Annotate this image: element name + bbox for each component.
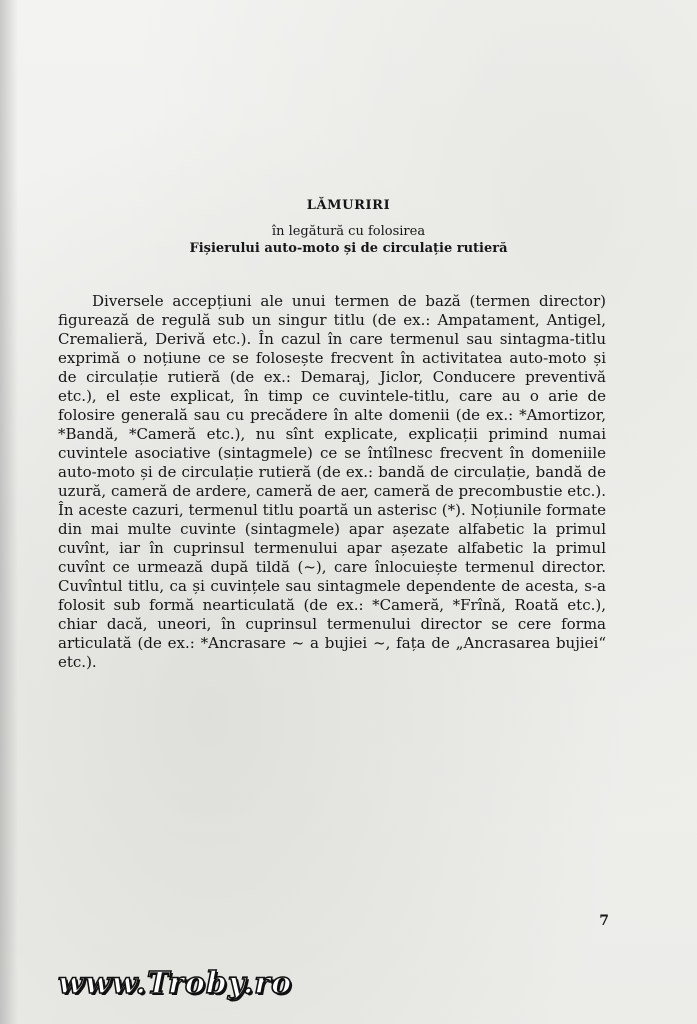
page-subtitle: în legătură cu folosirea xyxy=(271,224,426,239)
page-subtitle-bold: Fișierului auto-moto și de circulație rutieră xyxy=(189,241,508,256)
page-title: LĂMURIRI xyxy=(306,198,391,213)
watermark-text: www.Troby.ro xyxy=(58,966,293,1001)
body-paragraph: Diversele accepțiuni ale unui termen de bază (termen director) figurează de regulă sub un singur titlu (de ex.: Ampatament, Antigel, Cremalieră, Derivă etc.). În cazul în care termenul sau sintagma-titlu exprimă o noțiune ce se folosește frecvent în activitatea auto-moto și de circulație rutieră (de ex.: Demaraj, Jiclor, Conducere preventivă etc.), el este explicat, în timp ce cuvintele-titlu, care au o arie de folosire generală sau cu precădere în alte domenii (de ex.: *Amortizor, *Bandă, *Cameră etc.), nu sînt explicate, explicații primind numai cuvintele asociative (sintagmele) ce se întîlnesc frecvent în domeniile auto-moto și de circulație rutieră (de ex.: bandă de circulație, bandă de uzură, cameră de ardere, cameră de aer, cameră de precombustie etc.). În aceste cazuri, termenul titlu poartă un asterisc (*). Noțiunile formate din mai multe cuvinte (sintagmele) apar așezate alfabetic la primul cuvînt, iar în cuprinsul termenului apar așezate alfabetic la primul cuvînt ce urmează după tildă (~), care înlocuiește termenul director. Cuvîntul titlu, ca și cuvințele sau sintagmele dependente de acesta, s-a folosit sub formă nearticulată (de ex.: *Cameră, *Frînă, Roată etc.), chiar dacă, uneori, în cuprinsul termenului director se cere forma articulată (de ex.: *Ancrasare ~ a bujiei ~, fața de „Ancrasarea bujiei“ etc.). xyxy=(58,292,606,671)
page-edge-shadow xyxy=(0,0,18,1024)
page-number: 7 xyxy=(599,913,609,929)
